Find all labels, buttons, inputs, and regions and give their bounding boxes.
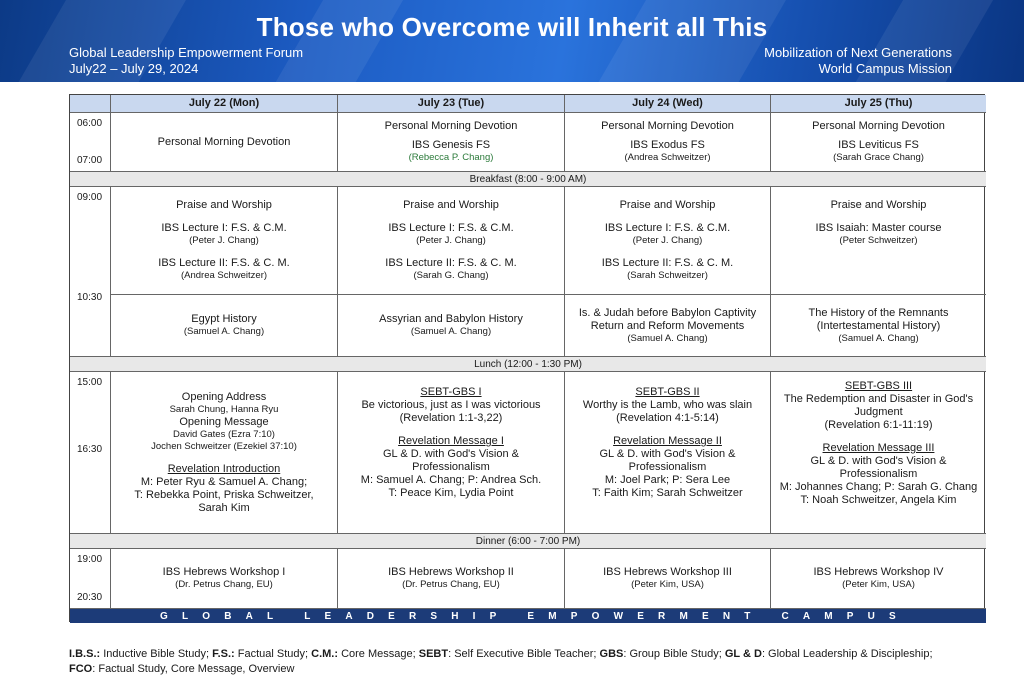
footer-band-letter: M xyxy=(548,610,557,622)
session-title: SEBT-GBS II xyxy=(635,386,700,398)
session-roles: Sarah Kim xyxy=(198,501,250,514)
session-reference: (Revelation 1:1-3,22) xyxy=(399,412,503,424)
session-title: Personal Morning Devotion xyxy=(812,120,945,132)
session-title: Egypt History xyxy=(191,313,257,325)
time-cell-morning xyxy=(70,113,111,172)
footer-band-letter: U xyxy=(867,610,875,622)
morning-thu xyxy=(771,113,986,172)
session-title: Opening Address xyxy=(181,390,267,403)
footer-band-letter: S xyxy=(430,610,438,622)
morning-wed xyxy=(565,113,771,172)
footer-band-letter: P xyxy=(846,610,854,622)
event-name: Global Leadership Empowerment Forum xyxy=(69,45,304,60)
session-title: IBS Isaiah: Master course xyxy=(815,222,942,234)
session-roles: T: Rebekka Point, Priska Schweitzer, xyxy=(134,488,314,501)
session-title: Assyrian and Babylon History xyxy=(379,313,523,325)
org-line-1: Mobilization of Next Generations xyxy=(764,45,952,60)
footer-band-letter: M xyxy=(824,610,833,622)
morning-tue xyxy=(338,113,565,172)
session-title: Revelation Message III xyxy=(822,442,935,454)
session-title: IBS Lecture I: F.S. & C.M. xyxy=(604,222,731,234)
footer-band-letter: T xyxy=(744,610,751,622)
session-reference: (Revelation 4:1-5:14) xyxy=(616,412,719,424)
footer-band-letter: R xyxy=(658,610,666,622)
time-label: 07:00 xyxy=(77,155,103,166)
footer-band-letter: W xyxy=(613,610,624,622)
session-title: IBS Leviticus FS xyxy=(838,139,919,151)
session-title: Opening Message xyxy=(179,415,269,428)
session-leader: (Samuel A. Chang) xyxy=(838,332,919,344)
legend-key: I.B.S.: xyxy=(69,648,101,660)
time-cell-afternoon xyxy=(70,372,111,534)
abbreviation-legend xyxy=(69,647,969,677)
time-label: 16:30 xyxy=(77,444,103,455)
legend-key: C.M.: xyxy=(311,648,339,660)
footer-band-letter: N xyxy=(722,610,731,622)
session-roles: T: Noah Schweitzer, Angela Kim xyxy=(800,494,957,506)
session-leader: (Peter J. Chang) xyxy=(632,235,703,246)
page-title: Those who Overcome will Inherit all This xyxy=(256,12,768,42)
footer-band-letter: A xyxy=(802,610,811,622)
footer-band-letter: L xyxy=(181,610,189,622)
footer-band-letter: I xyxy=(472,610,476,622)
session-leader: (Dr. Petrus Chang, EU) xyxy=(175,579,273,590)
footer-band-letter: C xyxy=(781,610,789,622)
legend-key: GL & D xyxy=(724,648,762,660)
session-leader: (Samuel A. Chang) xyxy=(627,332,708,344)
session-subtitle: GL & D. with God's Vision & xyxy=(599,448,736,460)
footer-band-letter xyxy=(287,610,290,623)
session-roles: M: Joel Park; P: Sera Lee xyxy=(604,474,731,486)
history-tue xyxy=(338,295,565,357)
event-info xyxy=(69,45,303,77)
footer-band-letter: P xyxy=(570,610,578,622)
session-roles: T: Faith Kim; Sarah Schweitzer xyxy=(592,487,743,499)
breakfast-band: Breakfast (8:00 - 9:00 AM) xyxy=(70,172,986,187)
morning-mon xyxy=(111,113,338,172)
event-dates: July22 – July 29, 2024 xyxy=(69,61,199,76)
footer-band-letter: A xyxy=(345,610,353,622)
session-title: Personal Morning Devotion xyxy=(157,135,291,148)
session-title: IBS Lecture II: F.S. & C. M. xyxy=(385,257,517,269)
session-subtitle: Professionalism xyxy=(628,461,707,473)
legend-key: FCO xyxy=(69,663,93,675)
footer-band-letter: R xyxy=(409,610,417,622)
history-wed xyxy=(565,295,771,357)
schedule-table xyxy=(69,94,985,622)
footer-band-letter xyxy=(765,610,768,623)
history-thu xyxy=(771,295,986,357)
day-header-tue: July 23 (Tue) xyxy=(338,95,565,113)
afternoon-mon xyxy=(111,372,338,534)
time-label: 20:30 xyxy=(77,592,103,603)
time-label: 15:00 xyxy=(77,377,103,388)
day-header-thu: July 25 (Thu) xyxy=(771,95,986,113)
session-subtitle: Professionalism xyxy=(412,461,490,473)
session-leader: (Sarah G. Chang) xyxy=(413,270,489,281)
evening-thu xyxy=(771,549,986,609)
session-title: IBS Hebrews Workshop III xyxy=(603,566,732,578)
footer-band-letter: E xyxy=(701,610,709,622)
lectures-tue xyxy=(338,187,565,295)
footer-band-letter: E xyxy=(527,610,535,622)
footer-band-letter: L xyxy=(267,610,274,622)
session-leader: (Sarah Grace Chang) xyxy=(833,152,924,163)
footer-band-letter: E xyxy=(324,610,332,622)
session-title: IBS Lecture II: F.S. & C. M. xyxy=(158,257,290,269)
evening-tue xyxy=(338,549,565,609)
footer-band-letter: E xyxy=(637,610,644,622)
time-label: 10:30 xyxy=(77,292,103,303)
legend-value: : Global Leadership & Discipleship; xyxy=(761,648,933,660)
session-subtitle: Be victorious, just as I was victorious xyxy=(361,399,541,411)
session-leader: Jochen Schweitzer (Ezekiel 37:10) xyxy=(151,440,297,452)
header-banner xyxy=(0,0,1024,82)
evening-wed xyxy=(565,549,771,609)
organization-info xyxy=(764,45,952,77)
session-roles: M: Samuel A. Chang; P: Andrea Sch. xyxy=(360,474,542,486)
legend-value: Core Message; xyxy=(338,648,419,660)
session-title: Praise and Worship xyxy=(830,199,927,211)
footer-band-letter: S xyxy=(889,610,896,622)
session-title: Praise and Worship xyxy=(176,199,272,211)
session-title: Return and Reform Movements xyxy=(590,319,745,332)
afternoon-thu xyxy=(771,372,986,534)
legend-key: GBS xyxy=(599,648,624,660)
session-leader: David Gates (Ezra 7:10) xyxy=(173,428,275,440)
session-leader: (Rebecca P. Chang) xyxy=(408,152,494,163)
session-title: Personal Morning Devotion xyxy=(601,120,734,132)
org-line-2: World Campus Mission xyxy=(818,61,952,76)
time-label: 09:00 xyxy=(77,192,103,203)
afternoon-tue xyxy=(338,372,565,534)
session-title: Praise and Worship xyxy=(403,199,499,211)
session-title: IBS Hebrews Workshop IV xyxy=(813,566,944,578)
session-leader: (Dr. Petrus Chang, EU) xyxy=(402,579,500,590)
day-header-wed: July 24 (Wed) xyxy=(565,95,771,113)
session-leader: (Peter J. Chang) xyxy=(416,235,486,246)
session-title: IBS Genesis FS xyxy=(411,139,491,151)
time-label: 19:00 xyxy=(77,554,103,565)
footer-band-letter: B xyxy=(224,610,232,622)
legend-key: F.S.: xyxy=(212,648,235,660)
history-mon xyxy=(111,295,338,357)
session-title: IBS Hebrews Workshop II xyxy=(388,566,514,578)
footer-band-letter: L xyxy=(304,610,311,622)
session-subtitle: Professionalism xyxy=(839,468,918,480)
session-roles: T: Peace Kim, Lydia Point xyxy=(388,487,514,499)
session-roles: M: Johannes Chang; P: Sarah G. Chang xyxy=(779,481,978,493)
legend-key: SEBT xyxy=(418,648,449,660)
session-title: Revelation Message I xyxy=(398,435,504,447)
footer-band-letter: O xyxy=(591,610,600,622)
session-title: Personal Morning Devotion xyxy=(384,120,518,132)
footer-band-letter: M xyxy=(679,610,688,622)
session-title: The History of the Remnants xyxy=(808,306,949,319)
legend-value: Inductive Bible Study; xyxy=(100,648,213,660)
session-title: Is. & Judah before Babylon Captivity xyxy=(578,306,757,319)
time-label: 06:00 xyxy=(77,118,103,129)
lectures-thu xyxy=(771,187,986,295)
session-leader: (Andrea Schweitzer) xyxy=(624,152,711,163)
footer-band-letter: D xyxy=(366,610,374,622)
dinner-band: Dinner (6:00 - 7:00 PM) xyxy=(70,534,986,549)
session-subtitle: Judgment xyxy=(854,406,903,418)
session-title: Praise and Worship xyxy=(619,199,716,211)
session-title: SEBT-GBS III xyxy=(844,380,913,392)
footer-band-letter xyxy=(510,610,513,623)
session-leader: (Peter Schweitzer) xyxy=(839,235,918,246)
day-header-mon: July 22 (Mon) xyxy=(111,95,338,113)
session-leader: (Peter J. Chang) xyxy=(189,235,259,246)
footer-band-letter: P xyxy=(489,610,497,622)
session-leader: (Andrea Schweitzer) xyxy=(180,270,268,281)
session-title: IBS Lecture I: F.S. & C.M. xyxy=(388,222,514,234)
lunch-band: Lunch (12:00 - 1:30 PM) xyxy=(70,357,986,372)
session-title: IBS Exodus FS xyxy=(630,139,705,151)
session-leader: (Samuel A. Chang) xyxy=(183,326,265,337)
session-title: IBS Lecture I: F.S. & C.M. xyxy=(161,222,287,234)
legend-value: : Self Executive Bible Teacher; xyxy=(448,648,600,660)
session-leader: (Peter Kim, USA) xyxy=(631,579,704,590)
footer-band-letter: H xyxy=(451,610,459,622)
session-subtitle: The Redemption and Disaster in God's xyxy=(783,393,974,405)
session-leader: (Samuel A. Chang) xyxy=(410,326,492,337)
session-title: (Intertestamental History) xyxy=(816,319,941,332)
lectures-mon xyxy=(111,187,338,295)
footer-band xyxy=(70,609,986,623)
legend-value: : Factual Study, Core Message, Overview xyxy=(92,663,295,675)
session-subtitle: Worthy is the Lamb, who was slain xyxy=(582,399,753,411)
footer-band-letter: A xyxy=(245,610,253,622)
time-cell-evening xyxy=(70,549,111,609)
lectures-wed xyxy=(565,187,771,295)
session-title: Revelation Introduction xyxy=(167,462,281,475)
session-title: IBS Lecture II: F.S. & C. M. xyxy=(601,257,734,269)
session-roles: M: Peter Ryu & Samuel A. Chang; xyxy=(140,475,308,488)
session-title: IBS Hebrews Workshop I xyxy=(162,566,286,578)
session-subtitle: GL & D. with God's Vision & xyxy=(810,455,947,467)
footer-band-letter: O xyxy=(202,610,211,622)
legend-value: Factual Study; xyxy=(234,648,312,660)
afternoon-wed xyxy=(565,372,771,534)
session-title: Revelation Message II xyxy=(613,435,722,447)
footer-band-letter: E xyxy=(388,610,395,622)
session-title: SEBT-GBS I xyxy=(420,386,482,398)
corner-cell xyxy=(70,95,111,113)
footer-band-letter: G xyxy=(160,610,168,622)
session-reference: (Revelation 6:1-11:19) xyxy=(824,419,933,431)
session-leader: Sarah Chung, Hanna Ryu xyxy=(169,403,279,415)
legend-value: : Group Bible Study; xyxy=(623,648,725,660)
session-leader: (Peter Kim, USA) xyxy=(842,579,915,590)
session-subtitle: GL & D. with God's Vision & xyxy=(383,448,519,460)
time-cell-midday xyxy=(70,187,111,357)
evening-mon xyxy=(111,549,338,609)
session-leader: (Sarah Schweitzer) xyxy=(627,270,708,281)
